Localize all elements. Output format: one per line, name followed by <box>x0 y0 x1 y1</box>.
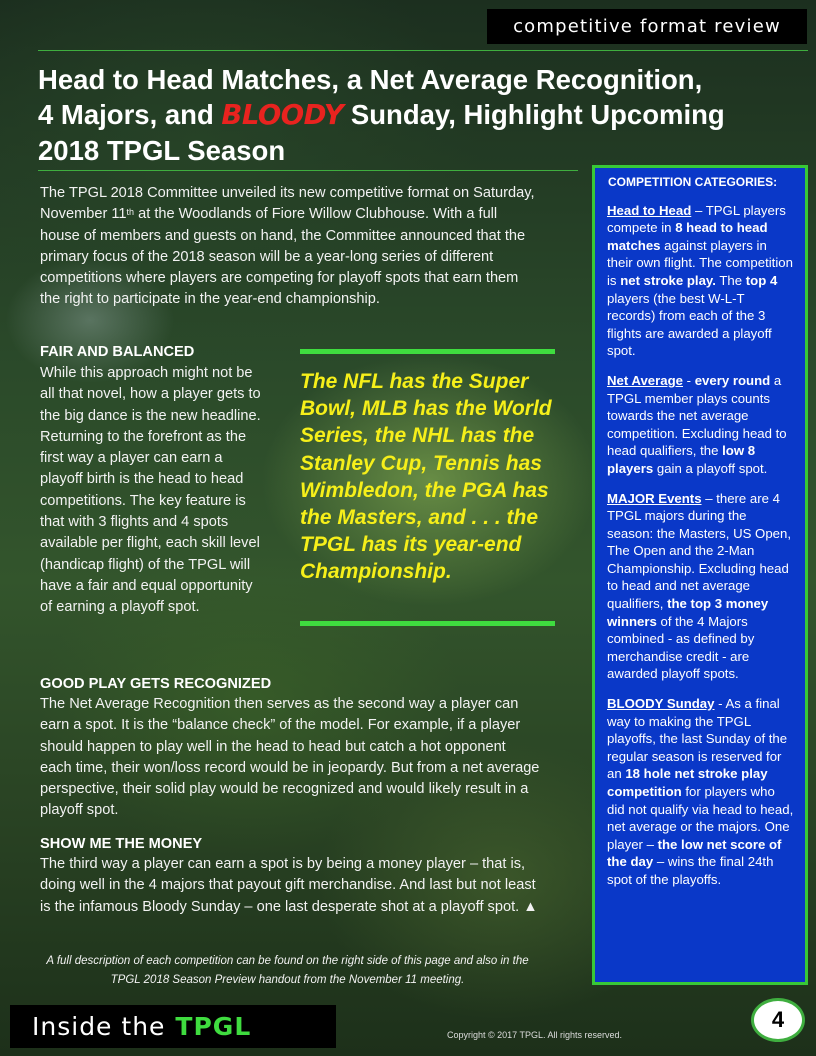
good-play-body: The Net Average Recognition then serves as the second way a player can earn a spot. It is the “balance check” of the model. For example, if a player should happen to play well in the head to head but catch a hot opponent each time, their won/loss record would be in jeopardy. But from a net average perspective, their solid play would be recognized and would likely result in a playoff spot. <box>40 696 540 819</box>
footer-title-part-1: Inside the <box>32 1012 166 1041</box>
h2h-bold-1: 8 head to head matches <box>607 220 768 253</box>
footnote: A full description of each competition can be found on the right side of this page and also in the TPGL 2018 Season Preview handout from the November 11 meeting. <box>46 955 529 986</box>
intro-text-end: at the Woodlands of Fiore Willow Clubhouse. With a full house of members and guests on hand, the Committee announced that the primary focus of the 2018 season will be a year-long series of different competitions where players are competing for playoff spots that earn them the right to participate in the year-end championship. <box>40 206 526 308</box>
net-bold-2: low 8 players <box>607 443 756 476</box>
headline-divider <box>38 170 578 171</box>
section-header-bar <box>487 9 807 44</box>
sidebar-head-to-head <box>607 202 795 360</box>
net-text-3: gain a playoff spot. <box>653 460 768 476</box>
copyright-notice: Copyright © 2017 TPGL. All rights reserved. <box>447 1030 623 1040</box>
net-bold-1: every round <box>694 372 771 388</box>
headline-bloody-word: BLOODY <box>221 99 344 131</box>
competition-categories-sidebar <box>592 165 808 985</box>
headline-line-2-pre: 4 Majors, and <box>38 99 222 130</box>
h2h-text-4: players (the best W-L-T records) from each of the 3 flights are awarded a playoff spot. <box>607 290 772 359</box>
term-bloody-sunday: BLOODY Sunday <box>607 696 715 712</box>
bloody-text-1: - As a final way to making the TPGL playoffs, the last Sunday of the regular season is reserved for an <box>607 696 788 782</box>
bloody-text-2: for players who did not qualify via head to head, net average or the majors. One player – <box>607 784 794 852</box>
net-text-2: a TPGL member plays counts towards the net average competition. Excluding head to head qualifiers, the <box>607 372 787 459</box>
h2h-text-3: The <box>715 272 746 288</box>
net-text-1: - <box>682 372 695 388</box>
major-text-1: – there are 4 TPGL majors during the season: the Masters, US Open, The Open and the 2-Man Championship. Excluding head to head and net average qualifiers, <box>607 490 791 612</box>
pull-quote-bottom-rule <box>300 621 555 626</box>
pull-quote: The NFL has the Super Bowl, MLB has the World Series, the NHL has the Stanley Cup, Tennis has Wimbledon, the PGA has the Masters, and . . . the TPGL has its year-end Championship. <box>300 370 552 584</box>
headline-line-2-post: Sunday, Highlight Upcoming <box>343 99 725 130</box>
headline-line-3: 2018 TPGL Season <box>38 135 286 166</box>
intro-paragraph <box>40 183 540 311</box>
h2h-bold-3: top 4 <box>745 272 778 288</box>
h2h-text-1: – TPGL players compete in <box>607 202 786 236</box>
money-heading: SHOW ME THE MONEY <box>40 836 203 852</box>
headline-line-1: Head to Head Matches, a Net Average Recognition, <box>38 64 703 95</box>
fair-heading: FAIR AND BALANCED <box>40 344 195 360</box>
sidebar-major-events <box>607 490 795 684</box>
bloody-bold-2: the low net score of the day <box>607 836 782 870</box>
sidebar-bloody-sunday <box>607 695 795 889</box>
bloody-text-3: – wins the final 24th spot of the playoffs. <box>607 854 774 887</box>
footer-title-bar <box>10 1005 336 1048</box>
good-play-heading: GOOD PLAY GETS RECOGNIZED <box>40 676 272 692</box>
fair-body: While this approach might not be all that novel, how a player gets to the big dance is the new headline. Returning to the forefront as the first way a player can earn a playoff birth is the head to head competitions. The key feature is that with 3 flights and 4 spots available per flight, each skill level (handicap flight) of the TPGL will have a fair and equal opportunity of earning a playoff spot. <box>40 365 261 616</box>
money-body: The third way a player can earn a spot is by being a money player – that is, doing well in the 4 majors that payout gift merchandise. And last but not least is the infamous Bloody Sunday – one last desperate shot at a playoff spot. ▲ <box>40 856 538 915</box>
h2h-text-2: against players in their own flight. The competition is <box>607 237 793 288</box>
intro-text-start: The TPGL 2018 Committee unveiled its new competitive format on Saturday, November 11 <box>40 185 535 223</box>
term-net-average: Net Average <box>607 372 683 388</box>
sidebar-net-average <box>607 372 795 478</box>
footer-title-part-2: TPGL <box>175 1012 252 1041</box>
section-label: competitive format review <box>513 16 781 37</box>
h2h-bold-2: net stroke play. <box>620 272 716 288</box>
term-head-to-head: Head to Head <box>607 202 692 218</box>
header-divider <box>38 50 808 51</box>
intro-superscript: th <box>126 207 135 218</box>
term-major-events: MAJOR Events <box>607 490 702 506</box>
bloody-bold-1: 18 hole net stroke play competition <box>607 766 768 799</box>
headline <box>38 62 778 168</box>
page-number: 4 <box>751 998 805 1042</box>
pull-quote-top-rule <box>300 349 555 354</box>
major-text-2: of the 4 Majors combined - as defined by merchandise credit - are awarded playoff spots. <box>607 613 755 682</box>
major-bold-1: the top 3 money winners <box>607 596 769 629</box>
sidebar-title: COMPETITION CATEGORIES: <box>608 175 778 189</box>
